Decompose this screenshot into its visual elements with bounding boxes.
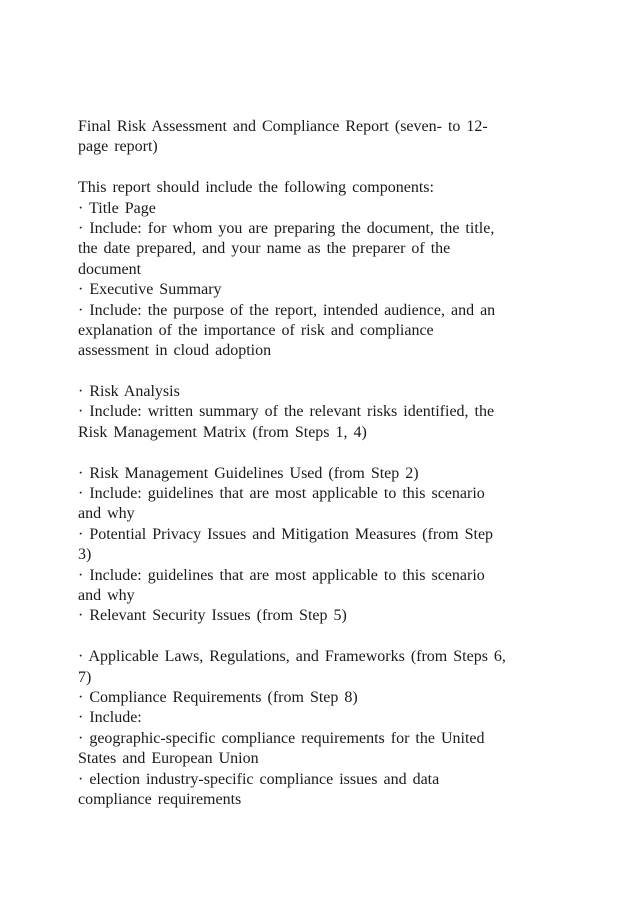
blank-line: [78, 627, 558, 647]
blank-line: [78, 443, 558, 463]
item-executive-summary: · Executive Summary: [78, 281, 222, 299]
document-body: [78, 117, 558, 810]
text-line: · Include: written summary of the relevant risks identified, the: [78, 403, 495, 421]
text-line: 3): [78, 546, 92, 564]
text-line: States and European Union: [78, 750, 259, 768]
text-line: and why: [78, 586, 135, 604]
item-laws-regulations: · Applicable Laws, Regulations, and Frameworks (from Steps 6,: [78, 648, 506, 666]
report-title-line-2: page report): [78, 138, 158, 156]
blank-line: [78, 362, 558, 382]
text-line: compliance requirements: [78, 790, 242, 808]
text-line: · Include: for whom you are preparing the document, the title,: [78, 219, 495, 237]
intro-line: This report should include the following components:: [78, 179, 434, 197]
text-line: Risk Management Matrix (from Steps 1, 4): [78, 423, 367, 441]
text-line: 7): [78, 668, 92, 686]
text-line: document: [78, 260, 142, 278]
text-line: · geographic-specific compliance requirements for the United: [78, 729, 485, 747]
text-line: · election industry-specific compliance issues and data: [78, 770, 440, 788]
text-line: the date prepared, and your name as the preparer of the: [78, 240, 451, 258]
text-line: assessment in cloud adoption: [78, 342, 272, 360]
item-security-issues: · Relevant Security Issues (from Step 5): [78, 607, 347, 625]
item-risk-analysis: · Risk Analysis: [78, 383, 180, 401]
item-title-page: · Title Page: [78, 199, 156, 217]
item-privacy-issues: · Potential Privacy Issues and Mitigation Measures (from Step: [78, 525, 494, 543]
text-line: · Include: guidelines that are most applicable to this scenario: [78, 566, 485, 584]
text-line: explanation of the importance of risk and compliance: [78, 321, 434, 339]
blank-line: [78, 158, 558, 178]
text-line: · Include: guidelines that are most applicable to this scenario: [78, 485, 485, 503]
text-line: and why: [78, 505, 135, 523]
text-line: · Include: the purpose of the report, intended audience, and an: [78, 301, 496, 319]
item-compliance-requirements: · Compliance Requirements (from Step 8): [78, 688, 358, 706]
text-line: · Include:: [78, 709, 142, 727]
item-risk-guidelines: · Risk Management Guidelines Used (from Step 2): [78, 464, 419, 482]
report-title-line-1: Final Risk Assessment and Compliance Report (seven- to 12-: [78, 118, 488, 135]
